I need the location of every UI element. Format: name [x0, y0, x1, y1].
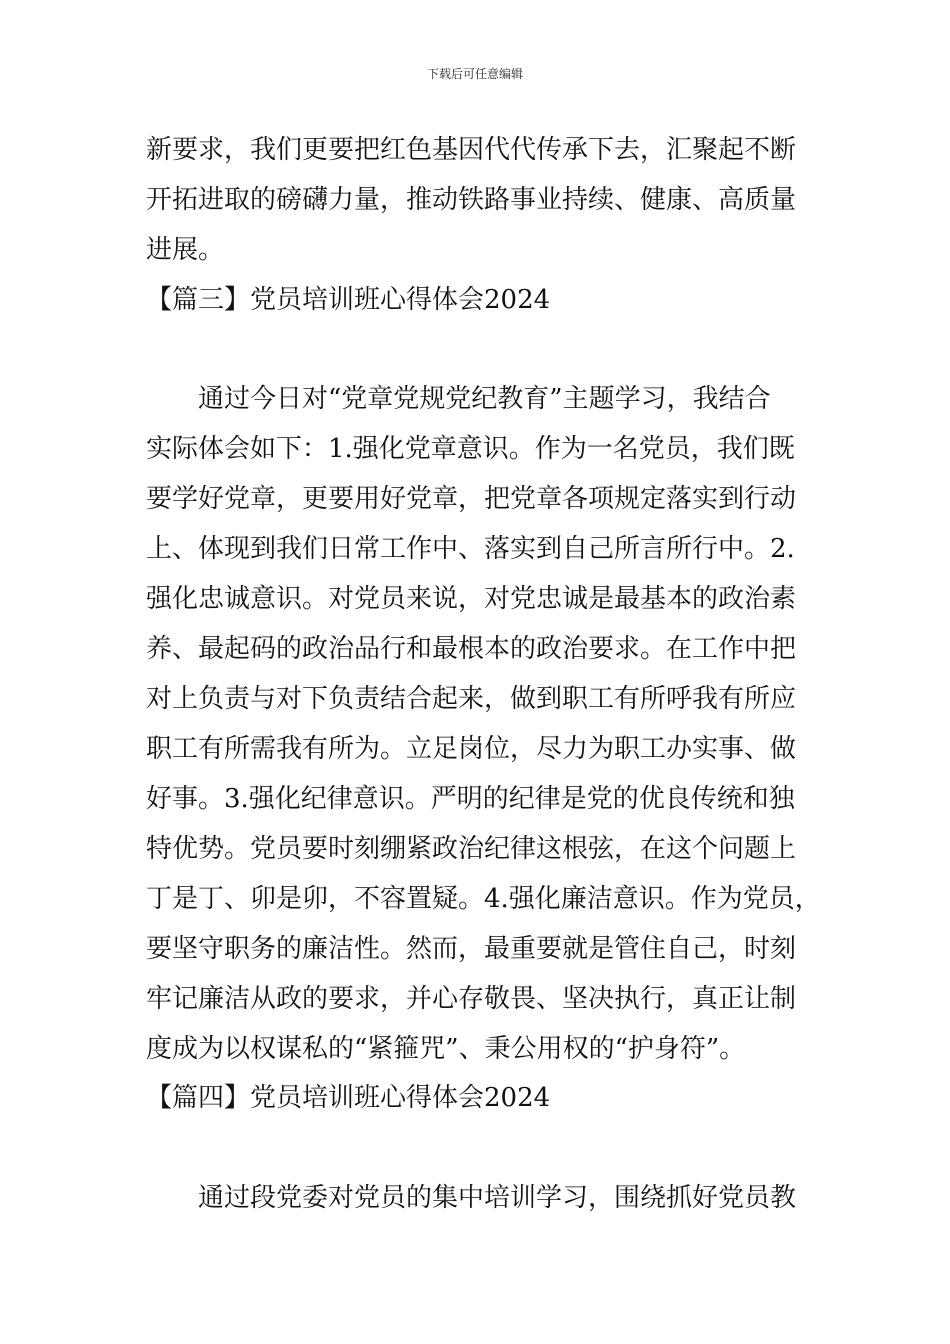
paragraph-line: 新要求，我们更要把红色基因代代传承下去，汇聚起不断: [146, 135, 797, 165]
paragraph-line: 好事。3.强化纪律意识。严明的纪律是党的优良传统和独: [146, 784, 795, 814]
paragraph-line: 实际体会如下：1.强化党章意识。作为一名党员，我们既: [146, 434, 795, 464]
paragraph-line: 通过段党委对党员的集中培训学习，围绕抓好党员教: [198, 1183, 797, 1213]
paragraph-line: 通过今日对“党章党规党纪教育”主题学习，我结合: [198, 384, 771, 414]
section-heading: 【篇三】党员培训班心得体会2024: [146, 285, 551, 315]
paragraph-line: 要学好党章，更要用好党章，把党章各项规定落实到行动: [146, 484, 797, 514]
page-header: 下载后可任意编辑: [426, 67, 523, 81]
paragraph-line: 职工有所需我有所为。立足岗位，尽力为职工办实事、做: [146, 734, 797, 764]
section-heading: 【篇四】党员培训班心得体会2024: [146, 1083, 551, 1113]
paragraph-line: 强化忠诚意识。对党员来说，对党忠诚是最基本的政治素: [146, 584, 797, 614]
paragraph-line: 要坚守职务的廉洁性。然而，最重要就是管住自己，时刻: [146, 934, 797, 964]
paragraph-line: 上、体现到我们日常工作中、落实到自己所言所行中。2.: [146, 534, 795, 564]
paragraph-line: 养、最起码的政治品行和最根本的政治要求。在工作中把: [146, 634, 797, 664]
paragraph-line: 度成为以权谋私的“紧箍咒”、秉公用权的“护身符”。: [146, 1034, 746, 1064]
paragraph-line: 进展。: [146, 235, 225, 265]
paragraph-line: 开拓进取的磅礴力量，推动铁路事业持续、健康、高质量: [146, 185, 797, 215]
paragraph-line: 对上负责与对下负责结合起来，做到职工有所呼我有所应: [146, 684, 797, 714]
paragraph-line: 丁是丁、卯是卯，不容置疑。4.强化廉洁意识。作为党员，: [146, 884, 821, 914]
paragraph-line: 特优势。党员要时刻绷紧政治纪律这根弦，在这个问题上: [146, 834, 797, 864]
paragraph-line: 牢记廉洁从政的要求，并心存敬畏、坚决执行，真正让制: [146, 984, 797, 1014]
